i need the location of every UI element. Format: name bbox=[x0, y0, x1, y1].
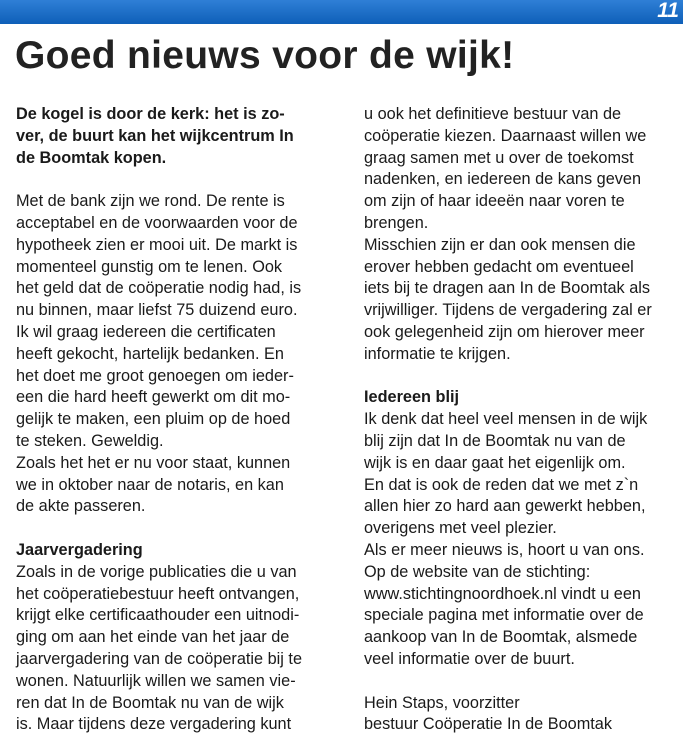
section-heading-line: ver, de buurt kan het wijkcentrum In bbox=[16, 126, 294, 145]
paragraph-spacer bbox=[16, 518, 346, 540]
text-line: blij zijn dat In de Boomtak nu van de bbox=[364, 431, 626, 450]
text-line: bestuur Coöperatie In de Boomtak bbox=[364, 715, 612, 734]
text-line: brengen. bbox=[364, 213, 429, 232]
text-line: we in oktober naar de notaris, en kan bbox=[16, 475, 284, 494]
text-line: een die hard heeft gewerkt om dit mo- bbox=[16, 388, 291, 407]
text-line: hypotheek zien er mooi uit. De markt is bbox=[16, 235, 298, 254]
text-line: nadenken, en iedereen de kans geven bbox=[364, 170, 642, 189]
text-line: is. Maar tijdens deze vergadering kunt bbox=[16, 715, 292, 734]
text-line: Op de website van de stichting: bbox=[364, 562, 591, 581]
text-line: overigens met veel plezier. bbox=[364, 519, 557, 538]
section-heading-line: Iedereen blij bbox=[364, 388, 460, 407]
text-line: iets bij te dragen aan In de Boomtak als bbox=[364, 279, 651, 298]
text-line: jaarvergadering van de coöperatie bij te bbox=[16, 649, 303, 668]
text-line: de akte passeren. bbox=[16, 497, 146, 516]
paragraph-spacer bbox=[364, 671, 683, 693]
section-heading-line: de Boomtak kopen. bbox=[16, 148, 167, 167]
text-line: nu binnen, maar liefst 75 duizend euro. bbox=[16, 301, 298, 320]
text-line: wijk is en daar gaat het eigenlijk om. bbox=[364, 453, 626, 472]
section-heading-line: Jaarvergadering bbox=[16, 540, 143, 559]
right-column bbox=[364, 104, 683, 736]
text-line: ren dat In de Boomtak nu van de wijk bbox=[16, 693, 284, 712]
text-line: www.stichtingnoordhoek.nl vindt u een bbox=[364, 584, 641, 603]
text-line: acceptabel en de voorwaarden voor de bbox=[16, 213, 298, 232]
text-line: erover hebben gedacht om eventueel bbox=[364, 257, 634, 276]
text-line: graag samen met u over de toekomst bbox=[364, 148, 634, 167]
text-line: gelijk te maken, een pluim op de hoed bbox=[16, 410, 291, 429]
text-line: ging om aan het einde van het jaar de bbox=[16, 628, 290, 647]
text-line: Ik denk dat heel veel mensen in de wijk bbox=[364, 410, 648, 429]
text-line: coöperatie kiezen. Daarnaast willen we bbox=[364, 126, 647, 145]
text-line: Zoals het het er nu voor staat, kunnen bbox=[16, 453, 291, 472]
text-line: speciale pagina met informatie over de bbox=[364, 606, 644, 625]
text-line: aankoop van In de Boomtak, alsmede bbox=[364, 628, 638, 647]
text-line: het coöperatiebestuur heeft ontvangen, bbox=[16, 584, 300, 603]
text-line: het geld dat de coöperatie nodig had, is bbox=[16, 279, 302, 298]
text-line: wonen. Natuurlijk willen we samen vie- bbox=[16, 671, 296, 690]
text-line: Ik wil graag iedereen die certificaten bbox=[16, 322, 276, 341]
text-line: om zijn of haar ideeën naar voren te bbox=[364, 192, 625, 211]
text-line: Hein Staps, voorzitter bbox=[364, 693, 520, 712]
text-line: ook gelegenheid zijn om hierover meer bbox=[364, 322, 645, 341]
text-line: Als er meer nieuws is, hoort u van ons. bbox=[364, 540, 645, 559]
text-line: vrijwilliger. Tijdens de vergadering zal er bbox=[364, 301, 652, 320]
section-heading-line: De kogel is door de kerk: het is zo- bbox=[16, 105, 285, 123]
article-headline: Goed nieuws voor de wijk! bbox=[15, 34, 515, 77]
header-bar bbox=[0, 0, 683, 24]
paragraph-spacer bbox=[16, 169, 346, 191]
page-number: 11 bbox=[657, 0, 679, 22]
text-line: informatie te krijgen. bbox=[364, 344, 511, 363]
text-line: En dat is ook de reden dat we met z`n bbox=[364, 475, 639, 494]
text-line: Misschien zijn er dan ook mensen die bbox=[364, 235, 636, 254]
text-line: het doet me groot genoegen om ieder- bbox=[16, 366, 294, 385]
text-line: Zoals in de vorige publicaties die u van bbox=[16, 562, 297, 581]
left-column bbox=[16, 104, 346, 736]
text-line: te steken. Geweldig. bbox=[16, 431, 164, 450]
text-line: heeft gekocht, hartelijk bedanken. En bbox=[16, 344, 284, 363]
text-line: momenteel gunstig om te lenen. Ook bbox=[16, 257, 283, 276]
paragraph-spacer bbox=[364, 366, 683, 388]
text-line: u ook het definitieve bestuur van de bbox=[364, 105, 622, 123]
text-line: Met de bank zijn we rond. De rente is bbox=[16, 192, 285, 211]
text-line: krijgt elke certificaathouder een uitnodi- bbox=[16, 606, 300, 625]
text-line: veel informatie over de buurt. bbox=[364, 649, 575, 668]
text-line: allen hier zo hard aan gewerkt hebben, bbox=[364, 497, 646, 516]
